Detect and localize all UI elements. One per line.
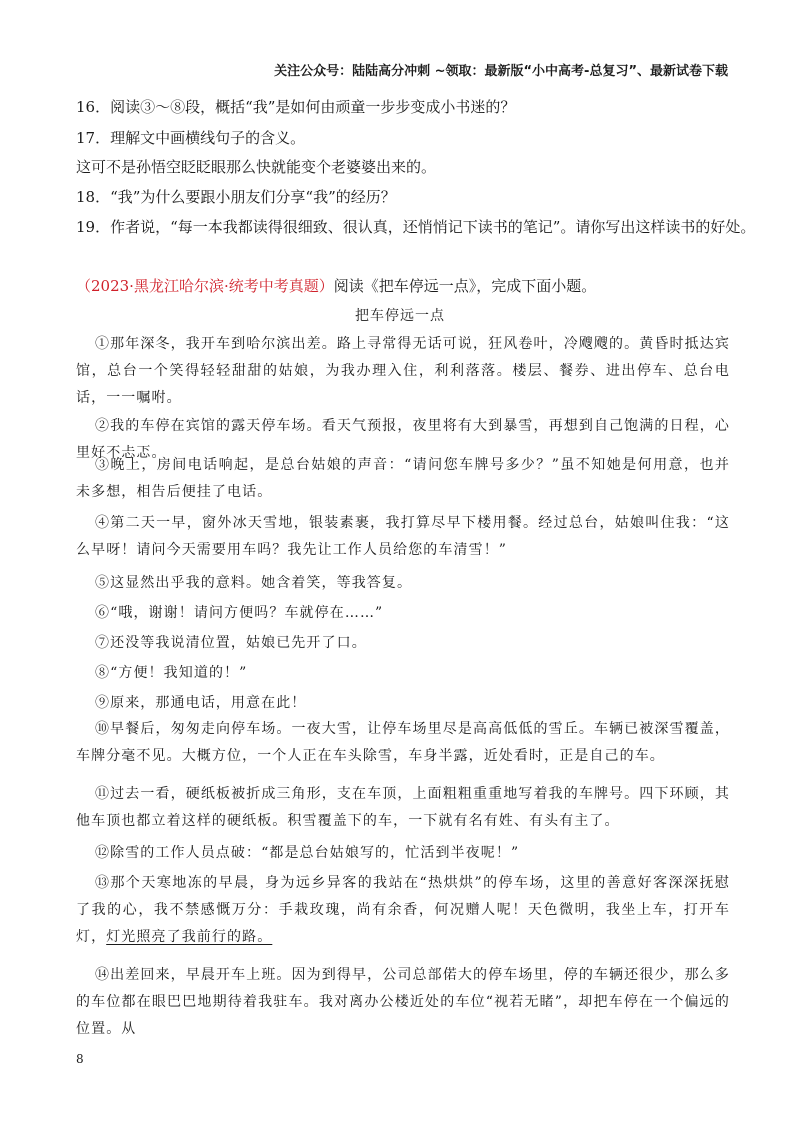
page-header: 关注公众号：陆陆高分冲刺 ~领取：最新版“小中高考-总复习”、最新试卷下载	[274, 64, 728, 79]
paragraph-1: ①那年深冬，我开车到哈尔滨出差。路上寻常得无话可说，狂风卷叶，冷飕飕的。黄昏时抵达宾馆，总台一个笑得轻轻甜甜的姑娘，为我办理入住，利利落落。楼层、餐券、进出停车、总台电话，一一嘱咐。	[76, 336, 730, 406]
paragraph-2: ②我的车停在宾馆的露天停车场。看天气预报，夜里将有大到暴雪，再想到自己饱满的日程，心里好不忐忑。	[76, 418, 730, 461]
paragraph-6: ⑥“哦，谢谢！请问方便吗？车就停在……”	[95, 605, 384, 621]
paragraph-9: ⑨原来，那通电话，用意在此！	[95, 695, 307, 711]
paragraph-14: ⑭出差回来，早晨开车上班。因为到得早，公司总部偌大的停车场里，停的车辆还很少，那么多的车位都在眼巴巴地期待着我驻车。我对离办公楼近处的车位“视若无睹”，却把车停在一个偏远的位置。从	[76, 967, 730, 1037]
paragraph-8: ⑧“方便！我知道的！”	[95, 665, 248, 681]
paragraph-4: ④第二天一早，窗外冰天雪地，银装素裹，我打算尽早下楼用餐。经过总台，姑娘叫住我：“这么早呀！请问今天需要用车吗？我先让工作人员给您的车清雪！”	[76, 515, 730, 558]
article-title: 把车停远一点	[355, 308, 445, 324]
question-19: 19．作者说，“每一本我都读得很细致、很认真，还悄悄记下读书的笔记”。请你写出这样读书的好处。	[76, 218, 756, 236]
paragraph-3: ③晚上，房间电话响起，是总台姑娘的声音：“请问您车牌号多少？”虽不知她是何用意，也并未多想，相告后便挂了电话。	[76, 457, 730, 500]
paragraph-13	[76, 870, 730, 951]
paragraph-11: ⑪过去一看，硬纸板被折成三角形，支在车顶，上面粗粗重重地写着我的车牌号。四下环顾，其他车顶也都立着这样的硬纸板。积雪覆盖下的车，一下就有名有姓、有头有主了。	[76, 786, 730, 829]
paragraph-10: ⑩早餐后，匆匆走向停车场。一夜大雪，让停车场里尽是高高低低的雪丘。车辆已被深雪覆盖，车牌分毫不见。大概方位，一个人正在车头除雪，车身半露，近处看时，正是自己的车。	[76, 721, 730, 764]
underlined-sentence: 灯光照亮了我前行的路。	[106, 929, 273, 945]
question-16: 16．阅读③～⑧段，概括“我”是如何由顽童一步步变成小书迷的？	[76, 98, 516, 116]
source-line	[76, 275, 596, 296]
question-17: 17．理解文中画横线句子的含义。	[76, 129, 306, 147]
paragraph-13-text: ⑬那个天寒地冻的早晨，身为远乡异客的我站在“热烘烘”的停车场，这里的善意好客深深抚慰了我的心，我不禁感慨万分：手栽玫瑰，尚有余香，何况赠人呢！天色微明，我坐上车，打开车灯，	[76, 875, 730, 945]
paragraph-5: ⑤这显然出乎我的意料。她含着笑，等我答复。	[95, 575, 413, 591]
question-17-sentence: 这可不是孙悟空眨眨眼那么快就能变个老婆婆出来的。	[76, 158, 437, 176]
source-tag: （2023·黑龙江哈尔滨·统考中考真题）	[76, 277, 334, 295]
page-number: 8	[76, 1052, 84, 1066]
paragraph-7: ⑦还没等我说清位置，姑娘已先开了口。	[95, 635, 367, 651]
question-18: 18．“我”为什么要跟小朋友们分享“我”的经历？	[76, 188, 396, 206]
source-instruction: 阅读《把车停远一点》，完成下面小题。	[333, 277, 597, 295]
paragraph-12: ⑫除雪的工作人员点破：“都是总台姑娘写的，忙活到半夜呢！”	[95, 845, 520, 861]
